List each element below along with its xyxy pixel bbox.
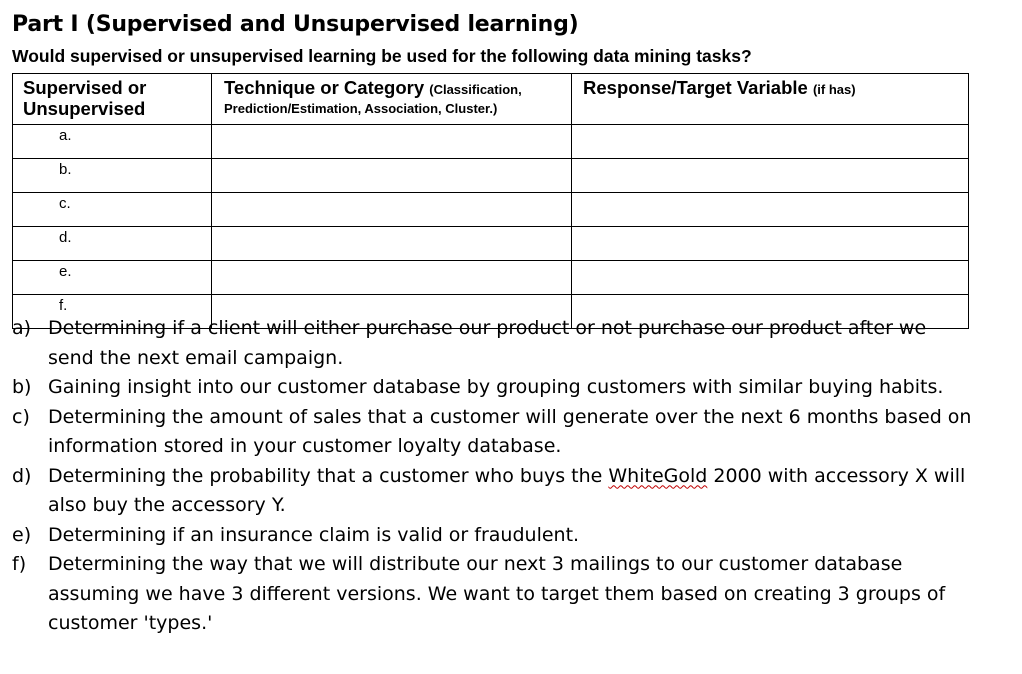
row-label: b.: [13, 159, 212, 193]
header-col3-main: Response/Target Variable: [583, 77, 808, 98]
technique-cell[interactable]: [212, 193, 572, 227]
target-variable-cell[interactable]: [572, 193, 969, 227]
task-marker: c): [12, 405, 30, 428]
header-technique-or-category: [212, 74, 572, 125]
task-text-start: Determining the probability that a customer who buys the: [48, 464, 609, 487]
task-marker: d): [12, 464, 32, 487]
task-text: Gaining insight into our customer database by grouping customers with similar buying habits.: [48, 376, 944, 398]
technique-cell[interactable]: [212, 125, 572, 159]
task-text: Determining the amount of sales that a customer will generate over the next 6 months based on information stored in your customer loyalty database.: [48, 405, 972, 457]
header-response-target-variable: [572, 74, 969, 125]
header-col2-main: Technique or Category: [224, 77, 425, 98]
page-title: Part I (Supervised and Unsupervised learning): [12, 12, 579, 37]
answer-table: [12, 73, 969, 329]
list-item: [12, 550, 972, 639]
table-row: [13, 227, 969, 261]
header-col1-line2: Unsupervised: [23, 98, 146, 119]
task-marker: a): [12, 317, 32, 339]
list-item: [12, 373, 972, 403]
technique-cell[interactable]: [212, 159, 572, 193]
target-variable-cell[interactable]: [572, 227, 969, 261]
table-row: [13, 125, 969, 159]
row-label: a.: [13, 125, 212, 159]
technique-cell[interactable]: [212, 261, 572, 295]
header-col2-paren: (Classification,: [429, 82, 522, 97]
list-item: [12, 314, 972, 373]
header-col2-note: Prediction/Estimation, Association, Cluster.): [224, 101, 498, 116]
question-prompt: Would supervised or unsupervised learning be used for the following data mining tasks?: [12, 46, 752, 66]
header-col3-paren: (if has): [812, 82, 856, 97]
header-supervised-or-unsupervised: [13, 74, 212, 125]
header-col1-line1: Supervised or: [23, 77, 147, 98]
list-item: [12, 521, 972, 551]
row-label: d.: [13, 227, 212, 261]
row-label: c.: [13, 193, 212, 227]
table-row: [13, 261, 969, 295]
task-text: Determining if a client will either purchase our product or not purchase our product after we send the next email campaign.: [48, 317, 927, 369]
task-text: Determining the way that we will distribute our next 3 mailings to our customer database assuming we have 3 different versions. We want to target them based on creating 3 groups of customer 'types.': [48, 553, 946, 634]
task-marker: e): [12, 523, 32, 546]
technique-cell[interactable]: [212, 227, 572, 261]
table-row: [13, 193, 969, 227]
table-row: [13, 159, 969, 193]
task-text-end: 2000 with accessory X will also buy the accessory Y.: [48, 464, 966, 516]
row-label: f.: [13, 295, 212, 329]
task-marker: f): [12, 553, 27, 575]
answer-table-header: [13, 74, 969, 125]
target-variable-cell[interactable]: [572, 261, 969, 295]
target-variable-cell[interactable]: [572, 159, 969, 193]
list-item: [12, 403, 972, 462]
task-marker: b): [12, 376, 32, 398]
list-item: [12, 462, 972, 521]
target-variable-cell[interactable]: [572, 125, 969, 159]
row-label: e.: [13, 261, 212, 295]
task-text: Determining if an insurance claim is valid or fraudulent.: [48, 523, 580, 546]
spellcheck-flagged-word[interactable]: WhiteGold: [608, 464, 708, 487]
task-list: [12, 314, 972, 639]
